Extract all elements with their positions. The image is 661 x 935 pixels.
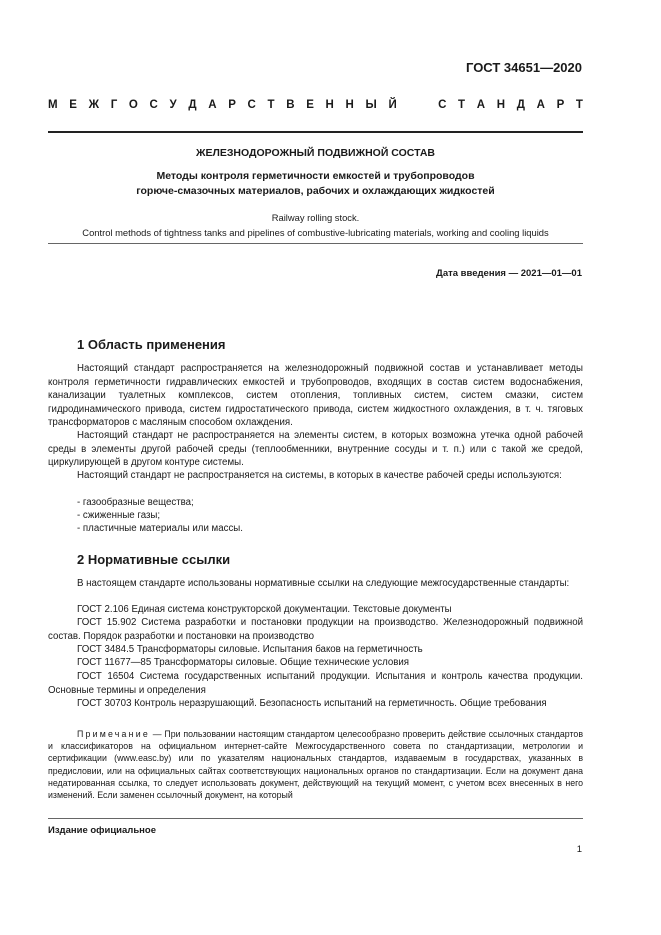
bullet-item: - пластичные материалы или массы. <box>77 523 243 534</box>
interstate-letter: Д <box>188 99 197 111</box>
footer-rule <box>48 818 583 819</box>
interstate-letter: М <box>48 99 58 111</box>
normative-reference: ГОСТ 30703 Контроль неразрушающий. Безопасность испытаний на герметичность. Общие требования <box>77 698 547 709</box>
title-rule <box>48 243 583 244</box>
subtitle-line-2: горюче-смазочных материалов, рабочих и охлаждающих жидкостей <box>136 185 495 197</box>
interstate-letter: Д <box>516 99 525 111</box>
section-2-intro: В настоящем стандарте использованы нормативные ссылки на следующие межгосударственные стандарты: <box>77 578 570 589</box>
normative-reference: ГОСТ 3484.5 Трансформаторы силовые. Испытания баков на герметичность <box>77 644 423 655</box>
interstate-letter: Н <box>325 99 334 111</box>
interstate-letter: А <box>536 99 545 111</box>
interstate-letter: Ы <box>365 99 377 111</box>
page-number: 1 <box>576 844 582 855</box>
interstate-letter: Е <box>69 99 77 111</box>
interstate-letter: Н <box>345 99 354 111</box>
subtitle-line-1: Методы контроля герметичности емкостей и трубопроводов <box>156 170 475 182</box>
interstate-standard-label <box>48 99 583 111</box>
interstate-letter: А <box>476 99 486 111</box>
bullet-item: - газообразные вещества; <box>77 497 194 508</box>
section-1-paragraph-2: Настоящий стандарт не распространяется на элементы систем, в которых возможна утечка одной рабочей среды в элементы другой рабочей среды (теплообменники, внутренние сосуды и т. п.) или с такой же средой, циркулирующей в другом контуре системы. <box>48 430 583 468</box>
section-1-paragraph-3: Настоящий стандарт не распространяется на системы, в которых в качестве рабочей среды используются: <box>77 470 562 481</box>
normative-reference: ГОСТ 11677—85 Трансформаторы силовые. Общие технические условия <box>77 657 410 668</box>
note-text: — При пользовании настоящим стандартом целесообразно проверить действие ссылочных стандартов и классификаторов на официальном интернет-сайте Межгосударственного совета по стандартизации, метрологии и сертификации (www.easc.by) или по указателям национальных стандартов, издаваемым в государствах, указанных в предисловии, или на официальных сайтах соответствующих национальных органов по стандартизации. Если на документ дана недатированная ссылка, то следует использовать документ, действующий на текущий момент, с учетом всех внесенных в него изменений. Если заменен ссылочный документ, на который <box>48 729 583 801</box>
document-subtitle <box>48 169 583 199</box>
standard-code: ГОСТ 34651—2020 <box>466 60 582 75</box>
interstate-gap <box>408 99 426 111</box>
interstate-letter: Ж <box>88 99 100 111</box>
document-title: ЖЕЛЕЗНОДОРОЖНЫЙ ПОДВИЖНОЙ СОСТАВ <box>195 147 436 159</box>
interstate-letter: Й <box>388 99 397 111</box>
interstate-letter: А <box>208 99 217 111</box>
interstate-letter: Т <box>575 99 583 111</box>
interstate-letter: Е <box>306 99 314 111</box>
interstate-letter: У <box>169 99 177 111</box>
bullet-item: - сжиженные газы; <box>77 510 161 521</box>
section-2-heading: 2 Нормативные ссылки <box>77 552 231 567</box>
header-rule <box>48 131 583 133</box>
interstate-letter: С <box>438 99 447 111</box>
english-title-line-1: Railway rolling stock. <box>271 212 360 223</box>
normative-reference: ГОСТ 15.902 Система разработки и постановки продукции на производство. Железнодорожный подвижной состав. Порядок разработки и постановки на производство <box>48 617 583 642</box>
interstate-letter: Р <box>556 99 565 111</box>
official-edition-label: Издание официальное <box>48 825 156 836</box>
interstate-letter: В <box>286 99 295 111</box>
interstate-letter: С <box>247 99 256 111</box>
interstate-letter: О <box>128 99 138 111</box>
note-label: Примечание <box>77 729 150 739</box>
normative-reference: ГОСТ 16504 Система государственных испытаний продукции. Испытания и контроль качества продукции. Основные термины и определения <box>48 671 583 696</box>
normative-reference: ГОСТ 2.106 Единая система конструкторской документации. Текстовые документы <box>77 604 452 615</box>
section-1-heading: 1 Область применения <box>77 337 226 352</box>
english-title-line-2: Control methods of tightness tanks and pipelines of combustive-lubricating materials, working and cooling liquids <box>82 226 549 238</box>
interstate-letter: Р <box>228 99 236 111</box>
english-title <box>48 211 583 240</box>
interstate-letter: С <box>149 99 158 111</box>
section-1-paragraph-1: Настоящий стандарт распространяется на железнодорожный подвижной состав и устанавливает методы контроля герметичности гидравлических емкостей и трубопроводов, входящих в состав систем водоснабжения, канализации туалетных комплексов, систем отопления, топливных систем, систем смазки, систем гидродинамического привода, систем гидростатического привода, систем жидкостного охлаждения, в т. ч. тяговых трансформаторов с масляным способом охлаждения. <box>48 363 583 428</box>
introduction-date: Дата введения — 2021—01—01 <box>436 268 582 279</box>
interstate-letter: Г <box>110 99 118 111</box>
reference-note <box>48 728 583 801</box>
interstate-letter: Т <box>458 99 466 111</box>
interstate-letter: Н <box>496 99 506 111</box>
interstate-letter: Т <box>267 99 275 111</box>
